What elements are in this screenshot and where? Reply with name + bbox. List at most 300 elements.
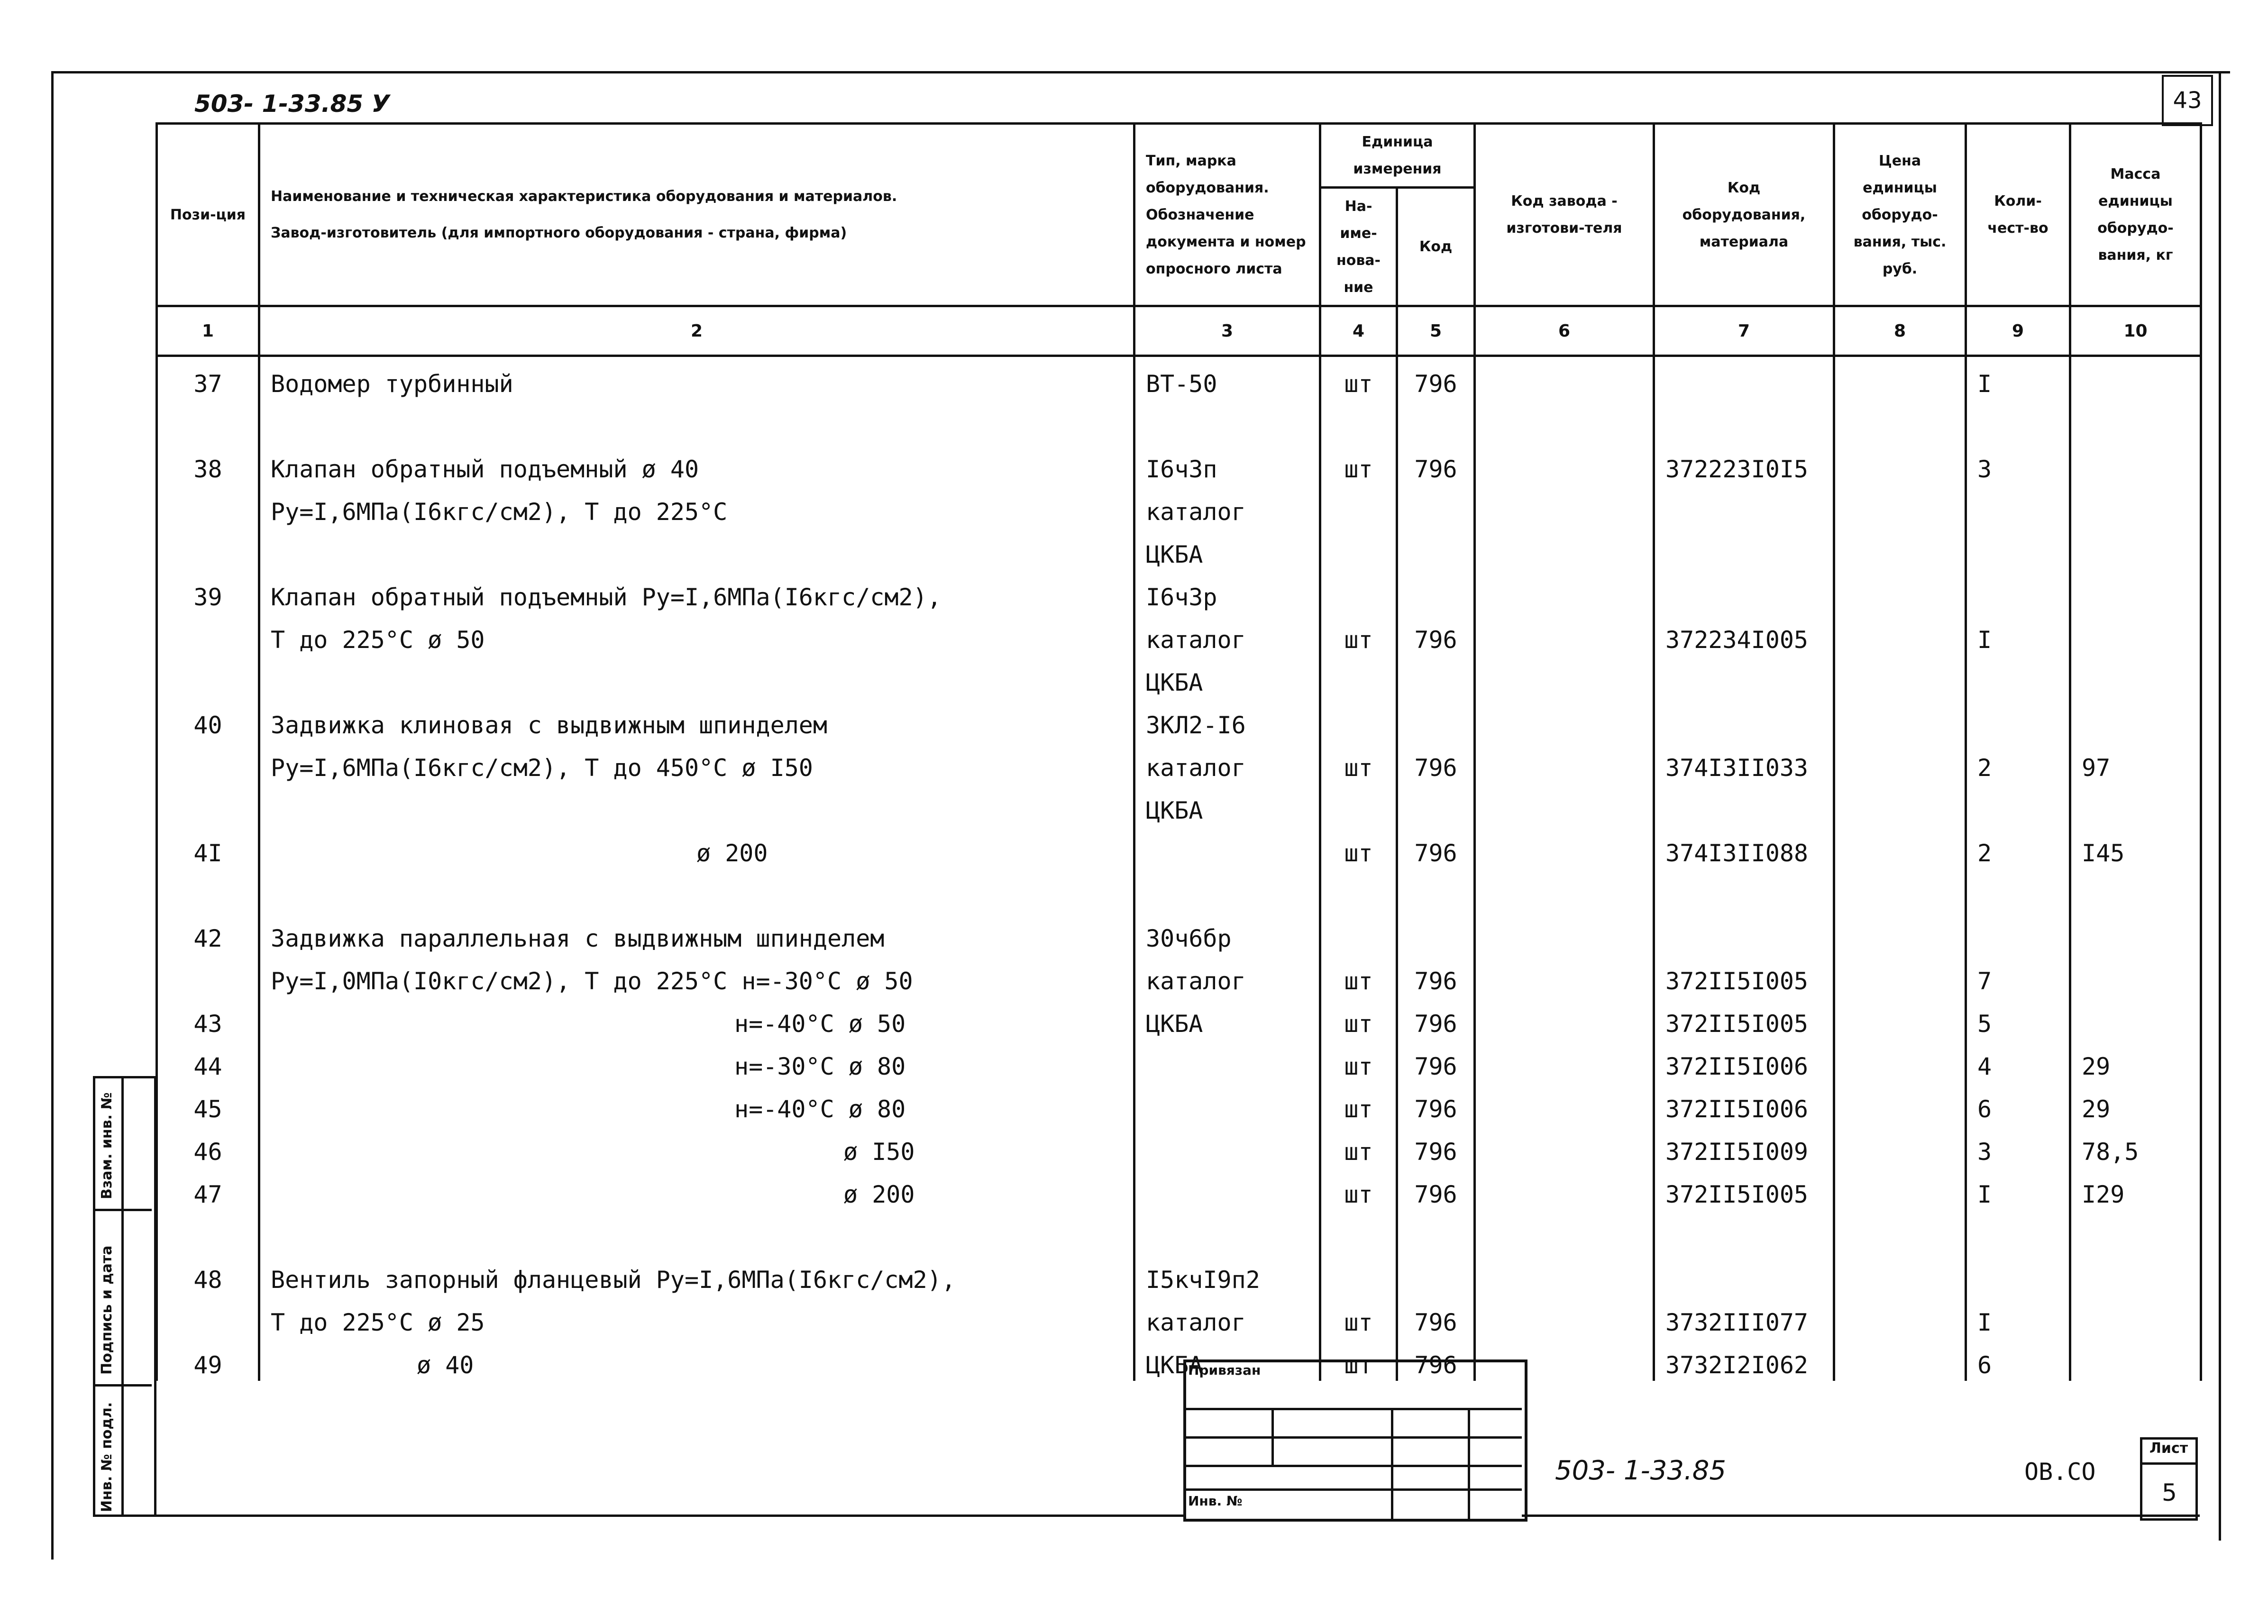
row-equip-code: 372II5I005 xyxy=(1654,954,1834,997)
row-plant-code xyxy=(1475,912,1654,954)
row-position: 45 xyxy=(157,1082,259,1125)
row-equip-code xyxy=(1654,912,1834,954)
row-position: 46 xyxy=(157,1125,259,1168)
row-type: 30ч6бр xyxy=(1134,912,1320,954)
row-type xyxy=(1134,400,1320,442)
row-price xyxy=(1834,784,1966,826)
row-type: каталог xyxy=(1134,954,1320,997)
row-position: 49 xyxy=(157,1338,259,1381)
table-row xyxy=(157,442,2201,485)
row-name: Задвижка клиновая с выдвижным шпинделем xyxy=(259,698,1134,741)
row-plant-code xyxy=(1475,570,1654,613)
row-mass xyxy=(2070,1210,2201,1253)
row-name xyxy=(259,1210,1134,1253)
col-mass-header: Масса единицы оборудо-вания, кг xyxy=(2070,124,2201,306)
col-number: 5 xyxy=(1397,306,1475,356)
row-mass xyxy=(2070,1338,2201,1381)
row-plant-code xyxy=(1475,869,1654,912)
row-mass xyxy=(2070,954,2201,997)
row-price xyxy=(1834,1082,1966,1125)
table-row xyxy=(157,1210,2201,1253)
row-unit-code: 796 xyxy=(1397,1338,1475,1381)
row-unit-code: 796 xyxy=(1397,997,1475,1040)
row-price xyxy=(1834,954,1966,997)
row-name: Ру=I,6МПа(I6кгс/см2), Т до 450°С ø I50 xyxy=(259,741,1134,784)
row-unit-code: 796 xyxy=(1397,741,1475,784)
row-mass: 29 xyxy=(2070,1040,2201,1082)
row-type: I5кчI9п2 xyxy=(1134,1253,1320,1296)
row-equip-code: 372223I0I5 xyxy=(1654,442,1834,485)
row-price xyxy=(1834,1253,1966,1296)
row-unit: шт xyxy=(1320,1296,1397,1338)
row-price xyxy=(1834,442,1966,485)
row-qty xyxy=(1966,656,2070,698)
col-price-header: Цена единицы оборудо-вания, тыс. руб. xyxy=(1834,124,1966,306)
table-row xyxy=(157,784,2201,826)
table-row xyxy=(157,1125,2201,1168)
row-unit xyxy=(1320,528,1397,570)
row-qty: 2 xyxy=(1966,826,2070,869)
row-equip-code xyxy=(1654,400,1834,442)
row-mass xyxy=(2070,698,2201,741)
row-plant-code xyxy=(1475,1168,1654,1210)
row-equip-code: 3732I2I062 xyxy=(1654,1338,1834,1381)
col-name-line1: Наименование и техническая характеристика оборудования и материалов. xyxy=(271,188,897,205)
table-row xyxy=(157,613,2201,656)
row-price xyxy=(1834,1210,1966,1253)
row-position: 38 xyxy=(157,442,259,485)
stamp-line xyxy=(1271,1408,1274,1465)
col-type-header: Тип, марка оборудования. Обозначение документа и номер опросного листа xyxy=(1134,124,1320,306)
row-plant-code xyxy=(1475,485,1654,528)
row-equip-code: 3732III077 xyxy=(1654,1296,1834,1338)
row-plant-code xyxy=(1475,698,1654,741)
title-block-code: 503- 1-33.85 xyxy=(1555,1455,1727,1486)
row-plant-code xyxy=(1475,954,1654,997)
row-qty xyxy=(1966,1253,2070,1296)
row-price xyxy=(1834,613,1966,656)
col-unit-header: Единица измерения xyxy=(1320,124,1475,188)
table-row xyxy=(157,528,2201,570)
row-mass xyxy=(2070,912,2201,954)
row-type: I6ч3п xyxy=(1134,442,1320,485)
row-name: н=-40°С ø 80 xyxy=(259,1082,1134,1125)
row-mass: 97 xyxy=(2070,741,2201,784)
row-unit-code: 796 xyxy=(1397,356,1475,400)
row-plant-code xyxy=(1475,997,1654,1040)
table-row xyxy=(157,1082,2201,1125)
row-unit xyxy=(1320,912,1397,954)
row-unit-code: 796 xyxy=(1397,442,1475,485)
row-name: ø I50 xyxy=(259,1125,1134,1168)
row-type: каталог xyxy=(1134,741,1320,784)
table-row xyxy=(157,485,2201,528)
row-price xyxy=(1834,528,1966,570)
row-type: ЦКБА xyxy=(1134,997,1320,1040)
row-qty xyxy=(1966,869,2070,912)
col-unit-name-header: На-име-нова-ние xyxy=(1320,188,1397,306)
row-equip-code: 372II5I005 xyxy=(1654,997,1834,1040)
row-mass: 78,5 xyxy=(2070,1125,2201,1168)
row-position xyxy=(157,485,259,528)
row-position xyxy=(157,784,259,826)
right-border-line xyxy=(2219,71,2221,1541)
row-unit-code xyxy=(1397,570,1475,613)
row-price xyxy=(1834,741,1966,784)
row-type xyxy=(1134,826,1320,869)
table-row xyxy=(157,400,2201,442)
title-block-doc: ОВ.СО xyxy=(2024,1458,2096,1486)
sheet-label: Лист xyxy=(2149,1440,2188,1457)
col-name-line2: Завод-изготовитель (для импортного оборудования - страна, фирма) xyxy=(271,225,847,241)
left-binding-line xyxy=(51,71,54,1560)
row-equip-code: 372II5I006 xyxy=(1654,1040,1834,1082)
row-qty: 4 xyxy=(1966,1040,2070,1082)
row-plant-code xyxy=(1475,442,1654,485)
row-plant-code xyxy=(1475,400,1654,442)
row-plant-code xyxy=(1475,1296,1654,1338)
col-name-header xyxy=(259,124,1134,306)
side-inv-label: Инв. № подл. xyxy=(99,1402,115,1512)
col-number: 2 xyxy=(259,306,1134,356)
row-price xyxy=(1834,1168,1966,1210)
row-equip-code: 372II5I009 xyxy=(1654,1125,1834,1168)
row-unit: шт xyxy=(1320,741,1397,784)
row-equip-code xyxy=(1654,869,1834,912)
table-row xyxy=(157,741,2201,784)
row-name: Задвижка параллельная с выдвижным шпинделем xyxy=(259,912,1134,954)
row-type: 3КЛ2-I6 xyxy=(1134,698,1320,741)
col-number: 3 xyxy=(1134,306,1320,356)
row-qty xyxy=(1966,528,2070,570)
row-position: 47 xyxy=(157,1168,259,1210)
row-price xyxy=(1834,1125,1966,1168)
row-mass xyxy=(2070,784,2201,826)
row-qty: I xyxy=(1966,1168,2070,1210)
col-qty-header: Коли-чест-во xyxy=(1966,124,2070,306)
row-name xyxy=(259,869,1134,912)
row-equip-code: 374I3II088 xyxy=(1654,826,1834,869)
row-name: Водомер турбинный xyxy=(259,356,1134,400)
row-qty xyxy=(1966,400,2070,442)
doc-code: 503- 1-33.85 У xyxy=(194,90,390,118)
col-number: 10 xyxy=(2070,306,2201,356)
row-mass xyxy=(2070,997,2201,1040)
row-unit-code xyxy=(1397,784,1475,826)
row-price xyxy=(1834,912,1966,954)
row-unit xyxy=(1320,485,1397,528)
row-name xyxy=(259,400,1134,442)
row-mass xyxy=(2070,442,2201,485)
row-equip-code xyxy=(1654,356,1834,400)
row-unit-code xyxy=(1397,656,1475,698)
row-price xyxy=(1834,1296,1966,1338)
row-mass xyxy=(2070,1253,2201,1296)
table-row xyxy=(157,869,2201,912)
row-qty: 7 xyxy=(1966,954,2070,997)
row-name xyxy=(259,528,1134,570)
row-unit xyxy=(1320,784,1397,826)
row-price xyxy=(1834,826,1966,869)
row-position xyxy=(157,400,259,442)
table-row xyxy=(157,656,2201,698)
row-unit xyxy=(1320,400,1397,442)
row-name: Вентиль запорный фланцевый Ру=I,6МПа(I6кгс/см2), xyxy=(259,1253,1134,1296)
row-name xyxy=(259,656,1134,698)
row-qty xyxy=(1966,570,2070,613)
row-position: 42 xyxy=(157,912,259,954)
row-qty xyxy=(1966,784,2070,826)
row-unit-code xyxy=(1397,1210,1475,1253)
row-equip-code xyxy=(1654,656,1834,698)
page-number: 43 xyxy=(2162,75,2213,126)
row-type: ЦКБА xyxy=(1134,528,1320,570)
row-plant-code xyxy=(1475,826,1654,869)
row-type xyxy=(1134,1082,1320,1125)
col-plant-header: Код завода - изготови-теля xyxy=(1475,124,1654,306)
row-position xyxy=(157,656,259,698)
row-name: Т до 225°С ø 50 xyxy=(259,613,1134,656)
row-unit-code: 796 xyxy=(1397,1125,1475,1168)
stamp-line xyxy=(1183,1436,1522,1439)
row-mass xyxy=(2070,656,2201,698)
row-qty: I xyxy=(1966,613,2070,656)
col-number: 1 xyxy=(157,306,259,356)
row-unit: шт xyxy=(1320,954,1397,997)
row-equip-code xyxy=(1654,485,1834,528)
stamp-line xyxy=(1183,1488,1522,1491)
table-row xyxy=(157,1296,2201,1338)
row-price xyxy=(1834,400,1966,442)
stamp-inv-label: Инв. № xyxy=(1188,1493,1243,1509)
row-unit: шт xyxy=(1320,1125,1397,1168)
row-name: Клапан обратный подъемный ø 40 xyxy=(259,442,1134,485)
row-equip-code: 372234I005 xyxy=(1654,613,1834,656)
row-qty: 6 xyxy=(1966,1082,2070,1125)
side-sign-label: Подпись и дата xyxy=(99,1245,115,1375)
row-mass: I45 xyxy=(2070,826,2201,869)
row-mass xyxy=(2070,400,2201,442)
row-plant-code xyxy=(1475,1125,1654,1168)
sheet-box-divider xyxy=(2140,1462,2195,1465)
col-number: 6 xyxy=(1475,306,1654,356)
row-price xyxy=(1834,1040,1966,1082)
row-unit-code: 796 xyxy=(1397,1168,1475,1210)
row-plant-code xyxy=(1475,528,1654,570)
stamp-line xyxy=(1183,1408,1522,1410)
row-mass xyxy=(2070,528,2201,570)
row-equip-code xyxy=(1654,570,1834,613)
row-position xyxy=(157,869,259,912)
row-type xyxy=(1134,1040,1320,1082)
row-qty: 3 xyxy=(1966,1125,2070,1168)
stamp-line xyxy=(1468,1408,1470,1519)
row-unit-code xyxy=(1397,400,1475,442)
row-equip-code xyxy=(1654,698,1834,741)
row-plant-code xyxy=(1475,1253,1654,1296)
row-mass xyxy=(2070,356,2201,400)
row-mass xyxy=(2070,485,2201,528)
row-plant-code xyxy=(1475,656,1654,698)
row-name: Т до 225°С ø 25 xyxy=(259,1296,1134,1338)
row-unit: шт xyxy=(1320,1168,1397,1210)
row-qty xyxy=(1966,485,2070,528)
row-type: каталог xyxy=(1134,613,1320,656)
row-name: ø 200 xyxy=(259,826,1134,869)
row-price xyxy=(1834,356,1966,400)
row-plant-code xyxy=(1475,613,1654,656)
row-name xyxy=(259,784,1134,826)
row-unit: шт xyxy=(1320,613,1397,656)
bottom-border xyxy=(155,1515,1184,1517)
row-price xyxy=(1834,698,1966,741)
table-row xyxy=(157,698,2201,741)
row-unit: шт xyxy=(1320,1040,1397,1082)
col-pos-header: Пози-ция xyxy=(157,124,259,306)
row-qty: 3 xyxy=(1966,442,2070,485)
row-price xyxy=(1834,485,1966,528)
row-type: ЦКБА xyxy=(1134,784,1320,826)
table-row xyxy=(157,1040,2201,1082)
row-mass: 29 xyxy=(2070,1082,2201,1125)
row-unit-code xyxy=(1397,485,1475,528)
row-price xyxy=(1834,570,1966,613)
row-name: ø 200 xyxy=(259,1168,1134,1210)
row-qty: I xyxy=(1966,356,2070,400)
row-unit-code: 796 xyxy=(1397,954,1475,997)
row-name: ø 40 xyxy=(259,1338,1134,1381)
row-unit xyxy=(1320,1253,1397,1296)
row-position: 48 xyxy=(157,1253,259,1296)
row-equip-code xyxy=(1654,528,1834,570)
row-unit-code: 796 xyxy=(1397,826,1475,869)
row-equip-code xyxy=(1654,784,1834,826)
specification-table xyxy=(155,122,2202,1381)
row-name: Ру=I,0МПа(I0кгс/см2), Т до 225°С н=-30°С ø 50 xyxy=(259,954,1134,997)
row-mass xyxy=(2070,869,2201,912)
col-number: 4 xyxy=(1320,306,1397,356)
row-type: ВТ-50 xyxy=(1134,356,1320,400)
row-position: 43 xyxy=(157,997,259,1040)
row-unit-code xyxy=(1397,1253,1475,1296)
row-type: ЦКБА xyxy=(1134,1338,1320,1381)
row-position: 40 xyxy=(157,698,259,741)
row-price xyxy=(1834,656,1966,698)
row-plant-code xyxy=(1475,1210,1654,1253)
row-unit-code xyxy=(1397,912,1475,954)
row-plant-code xyxy=(1475,1082,1654,1125)
row-name: Ру=I,6МПа(I6кгс/см2), Т до 225°С xyxy=(259,485,1134,528)
row-position: 37 xyxy=(157,356,259,400)
table-row xyxy=(157,1168,2201,1210)
row-unit: шт xyxy=(1320,997,1397,1040)
column-numbers-row xyxy=(157,306,2201,356)
row-unit: шт xyxy=(1320,1082,1397,1125)
row-position: 39 xyxy=(157,570,259,613)
row-plant-code xyxy=(1475,784,1654,826)
row-unit: шт xyxy=(1320,356,1397,400)
row-position xyxy=(157,1296,259,1338)
col-equip-header: Код оборудования, материала xyxy=(1654,124,1834,306)
row-equip-code: 372II5I005 xyxy=(1654,1168,1834,1210)
row-unit-code xyxy=(1397,528,1475,570)
table-row xyxy=(157,356,2201,400)
row-unit-code: 796 xyxy=(1397,1082,1475,1125)
row-plant-code xyxy=(1475,1040,1654,1082)
row-equip-code: 372II5I006 xyxy=(1654,1082,1834,1125)
row-mass xyxy=(2070,613,2201,656)
row-equip-code xyxy=(1654,1253,1834,1296)
row-unit: шт xyxy=(1320,826,1397,869)
row-unit xyxy=(1320,1210,1397,1253)
table-row xyxy=(157,570,2201,613)
row-qty xyxy=(1966,698,2070,741)
bottom-border xyxy=(1522,1515,2200,1517)
row-qty: 6 xyxy=(1966,1338,2070,1381)
row-position xyxy=(157,954,259,997)
row-type xyxy=(1134,1168,1320,1210)
row-type: каталог xyxy=(1134,485,1320,528)
row-unit-code: 796 xyxy=(1397,1040,1475,1082)
row-position: 4I xyxy=(157,826,259,869)
row-position xyxy=(157,1210,259,1253)
table-row xyxy=(157,826,2201,869)
side-inner-line xyxy=(121,1076,124,1515)
row-unit-code xyxy=(1397,698,1475,741)
row-position: 44 xyxy=(157,1040,259,1082)
table-row xyxy=(157,1253,2201,1296)
row-qty xyxy=(1966,912,2070,954)
row-unit xyxy=(1320,656,1397,698)
table-row xyxy=(157,954,2201,997)
row-unit xyxy=(1320,570,1397,613)
row-type xyxy=(1134,1125,1320,1168)
sheet-number: 5 xyxy=(2162,1479,2177,1506)
row-position xyxy=(157,613,259,656)
table-row xyxy=(157,997,2201,1040)
row-type: каталог xyxy=(1134,1296,1320,1338)
row-unit-code: 796 xyxy=(1397,613,1475,656)
col-number: 8 xyxy=(1834,306,1966,356)
row-qty: 5 xyxy=(1966,997,2070,1040)
row-unit: шт xyxy=(1320,442,1397,485)
row-equip-code: 374I3II033 xyxy=(1654,741,1834,784)
col-number: 9 xyxy=(1966,306,2070,356)
table-row xyxy=(157,1338,2201,1381)
table-row xyxy=(157,912,2201,954)
row-mass xyxy=(2070,1296,2201,1338)
row-unit xyxy=(1320,698,1397,741)
stamp-line xyxy=(1183,1465,1522,1467)
row-type xyxy=(1134,1210,1320,1253)
row-name: н=-40°С ø 50 xyxy=(259,997,1134,1040)
row-unit-code xyxy=(1397,869,1475,912)
row-unit: шт xyxy=(1320,1338,1397,1381)
binding-stamp-title: Привязан xyxy=(1188,1362,1261,1378)
row-qty: 2 xyxy=(1966,741,2070,784)
stamp-line xyxy=(1391,1408,1393,1519)
row-type: I6ч3р xyxy=(1134,570,1320,613)
row-position xyxy=(157,741,259,784)
row-plant-code xyxy=(1475,356,1654,400)
row-unit xyxy=(1320,869,1397,912)
row-qty xyxy=(1966,1210,2070,1253)
row-unit-code: 796 xyxy=(1397,1296,1475,1338)
row-price xyxy=(1834,1338,1966,1381)
row-name: н=-30°С ø 80 xyxy=(259,1040,1134,1082)
row-price xyxy=(1834,997,1966,1040)
row-type: ЦКБА xyxy=(1134,656,1320,698)
